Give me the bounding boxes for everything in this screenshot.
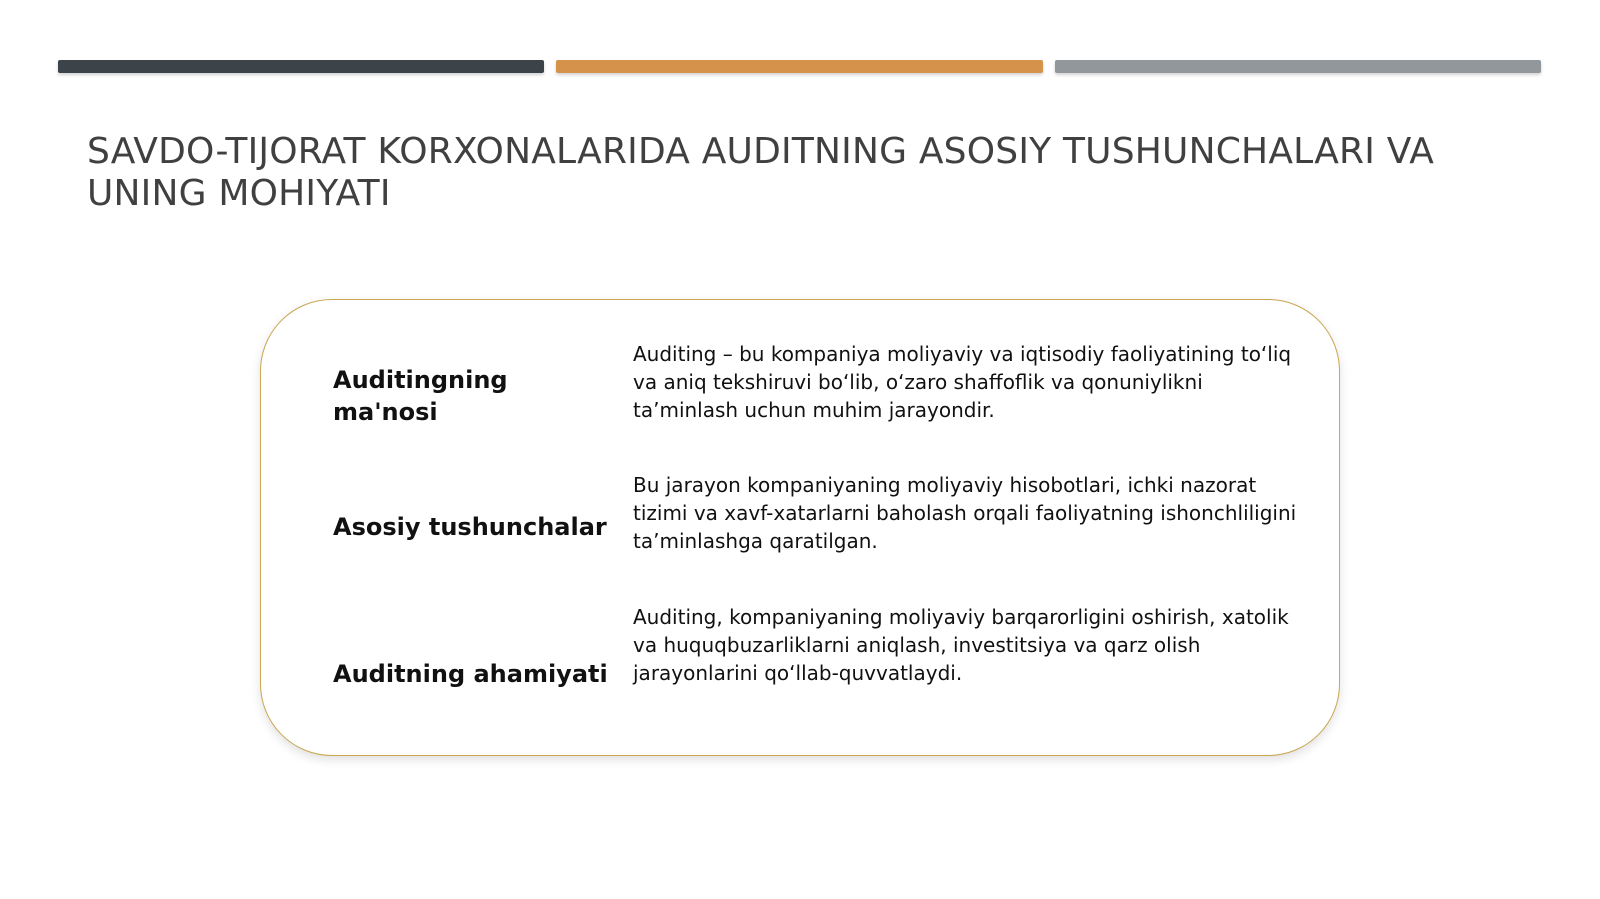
decorative-bar-orange xyxy=(556,60,1042,73)
content-card xyxy=(260,299,1340,756)
decorative-bar-gray xyxy=(1055,60,1541,73)
row-text-basic-concepts: Bu jarayon kompaniyaning moliyaviy hisobotlari, ichki nazorat tizimi va xavf-xatarlarni baholash orqali faoliyatning ishonchliligini ta’minlashga qaratilgan. xyxy=(633,473,1297,553)
decorative-bar-dark xyxy=(58,60,544,73)
row-label-audit-meaning: Auditingning ma'nosi xyxy=(333,366,508,426)
decorative-top-bars xyxy=(58,60,1541,74)
row-text-audit-meaning: Auditing – bu kompaniya moliyaviy va iqtisodiy faoliyatining to‘liq va aniq tekshiruvi bo‘lib, o‘zaro shaffoflik va qonuniylikni ta’minlash uchun muhim jarayondir. xyxy=(633,342,1292,422)
row-label-basic-concepts: Asosiy tushunchalar xyxy=(333,513,607,541)
slide-title: SAVDO-TIJORAT KORXONALARIDA AUDITNING ASOSIY TUSHUNCHALARI VA UNING MOHIYATI xyxy=(87,131,1435,214)
row-text-audit-importance: Auditing, kompaniyaning moliyaviy barqarorligini oshirish, xatolik va huquqbuzarliklarni aniqlash, investitsiya va qarz olish jarayonlarini qo‘llab-quvvatlaydi. xyxy=(633,605,1289,685)
row-label-audit-importance: Auditning ahamiyati xyxy=(333,660,608,688)
